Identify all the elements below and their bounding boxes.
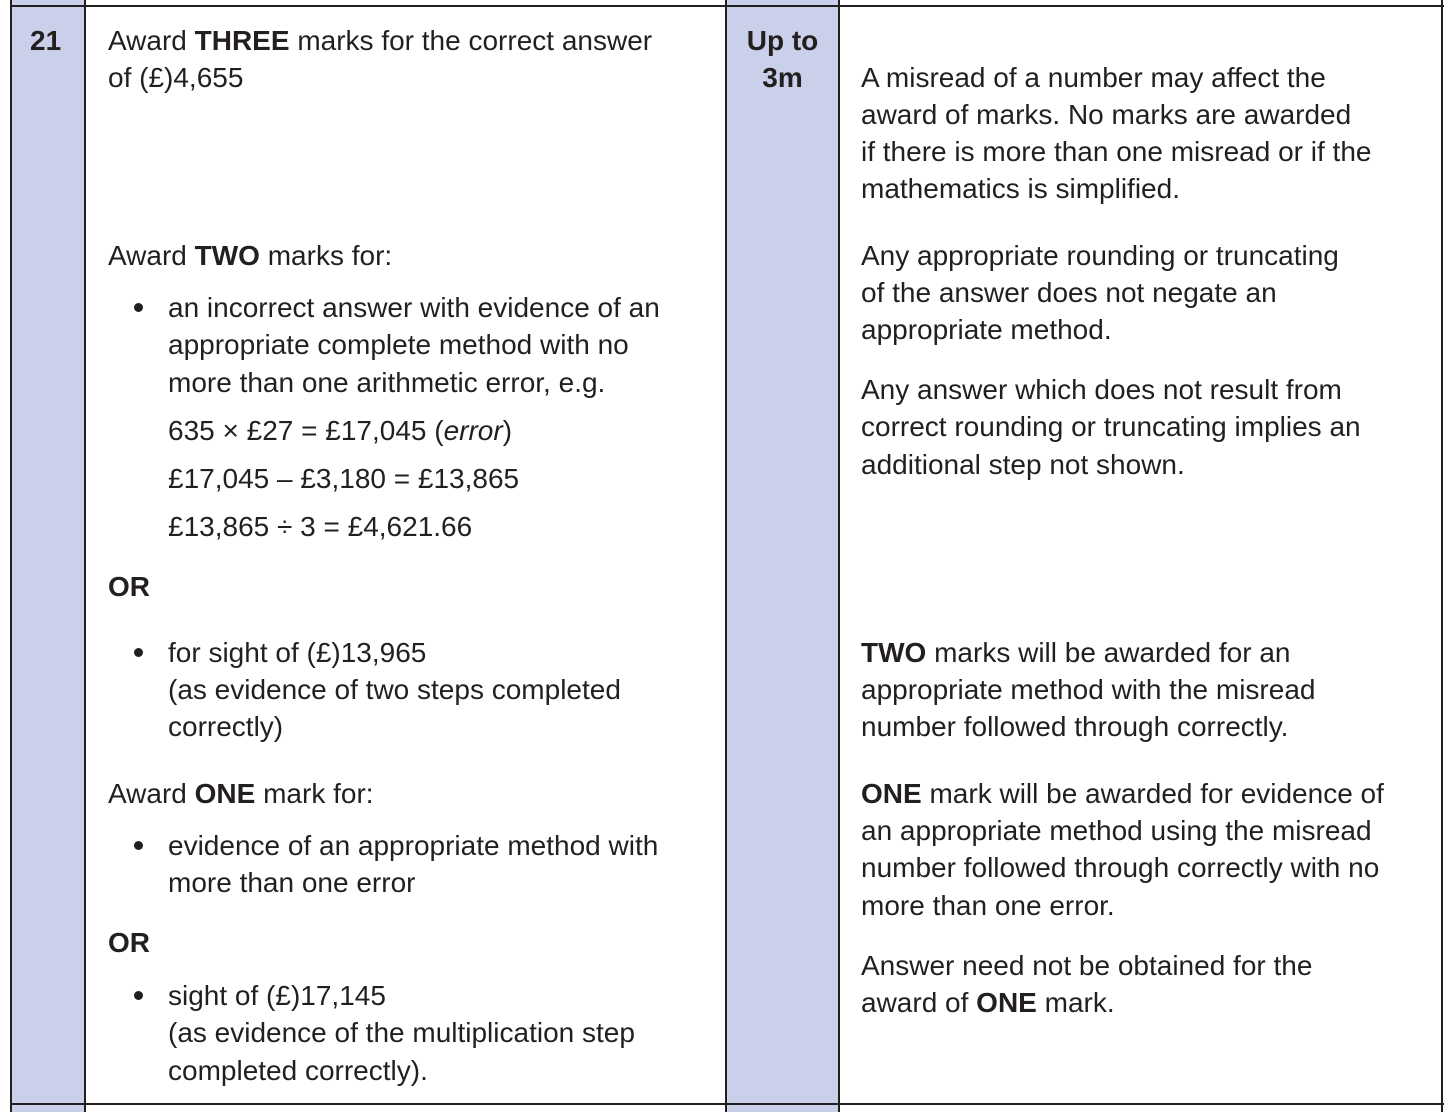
- one-misread-line4: more than one error.: [861, 890, 1115, 921]
- one-bullet2-line3: completed correctly).: [168, 1055, 428, 1086]
- one-misread-line1: ONE mark will be awarded for evidence of: [861, 778, 1384, 809]
- bullet-icon: [134, 303, 143, 312]
- one-bullet1-line2: more than one error: [168, 867, 416, 898]
- column-rule-2: [725, 0, 727, 1112]
- or-separator-1: OR: [108, 571, 150, 602]
- question-number: 21: [30, 25, 62, 56]
- bottom-rule: [10, 1103, 1444, 1105]
- two-bullet1-line2: appropriate complete method with no: [168, 329, 629, 360]
- right-rule: [1441, 0, 1443, 1112]
- rounding-line2: of the answer does not negate an: [861, 277, 1277, 308]
- two-misread-line1: TWO marks will be awarded for an: [861, 637, 1291, 668]
- misread-line4: mathematics is simplified.: [861, 173, 1180, 204]
- left-rule: [10, 0, 12, 1112]
- rounding-line1: Any appropriate rounding or truncating: [861, 240, 1339, 271]
- two-bullet1-line3: more than one arithmetic error, e.g.: [168, 367, 606, 398]
- not-correct-line3: additional step not shown.: [861, 449, 1185, 480]
- marks-value: 3m: [762, 62, 803, 93]
- column-rule-1: [84, 0, 86, 1112]
- marks-column-shade: [727, 0, 838, 1112]
- misread-line3: if there is more than one misread or if the: [861, 136, 1372, 167]
- rounding-line3: appropriate method.: [861, 314, 1112, 345]
- answer-need-line1: Answer need not be obtained for the: [861, 950, 1313, 981]
- two-bullet2-line1: for sight of (£)13,965: [168, 637, 427, 668]
- column-rule-3: [838, 0, 840, 1112]
- not-correct-line2: correct rounding or truncating implies an: [861, 411, 1361, 442]
- two-misread-line2: appropriate method with the misread: [861, 674, 1316, 705]
- answer-need-line2: award of ONE mark.: [861, 987, 1115, 1018]
- one-misread-line3: number followed through correctly with no: [861, 852, 1380, 883]
- three-marks-line: Award THREE marks for the correct answer: [108, 25, 653, 56]
- misread-line1: A misread of a number may affect the: [861, 62, 1326, 93]
- one-mark-heading: Award ONE mark for:: [108, 778, 374, 809]
- marks-up-to: Up to: [746, 25, 819, 56]
- bullet-icon: [134, 841, 143, 850]
- two-bullet2-line3: correctly): [168, 711, 284, 742]
- one-misread-line2: an appropriate method using the misread: [861, 815, 1372, 846]
- three-marks-answer: of (£)4,655: [108, 62, 244, 93]
- two-misread-line3: number followed through correctly.: [861, 711, 1289, 742]
- not-correct-line1: Any answer which does not result from: [861, 374, 1342, 405]
- two-bullet2-line2: (as evidence of two steps completed: [168, 674, 621, 705]
- bullet-icon: [134, 648, 143, 657]
- calc-line-3: £13,865 ÷ 3 = £4,621.66: [168, 511, 473, 542]
- two-bullet1-line1: an incorrect answer with evidence of an: [168, 292, 660, 323]
- top-rule: [10, 5, 1444, 7]
- calc-line-2: £17,045 – £3,180 = £13,865: [168, 463, 520, 494]
- misread-line2: award of marks. No marks are awarded: [861, 99, 1352, 130]
- one-bullet1-line1: evidence of an appropriate method with: [168, 830, 659, 861]
- one-bullet2-line2: (as evidence of the multiplication step: [168, 1017, 635, 1048]
- question-column-shade: [11, 0, 85, 1112]
- or-separator-2: OR: [108, 927, 150, 958]
- one-bullet2-line1: sight of (£)17,145: [168, 980, 386, 1011]
- bullet-icon: [134, 991, 143, 1000]
- calc-line-1: 635 × £27 = £17,045 (error): [168, 415, 513, 446]
- two-marks-heading: Award TWO marks for:: [108, 240, 393, 271]
